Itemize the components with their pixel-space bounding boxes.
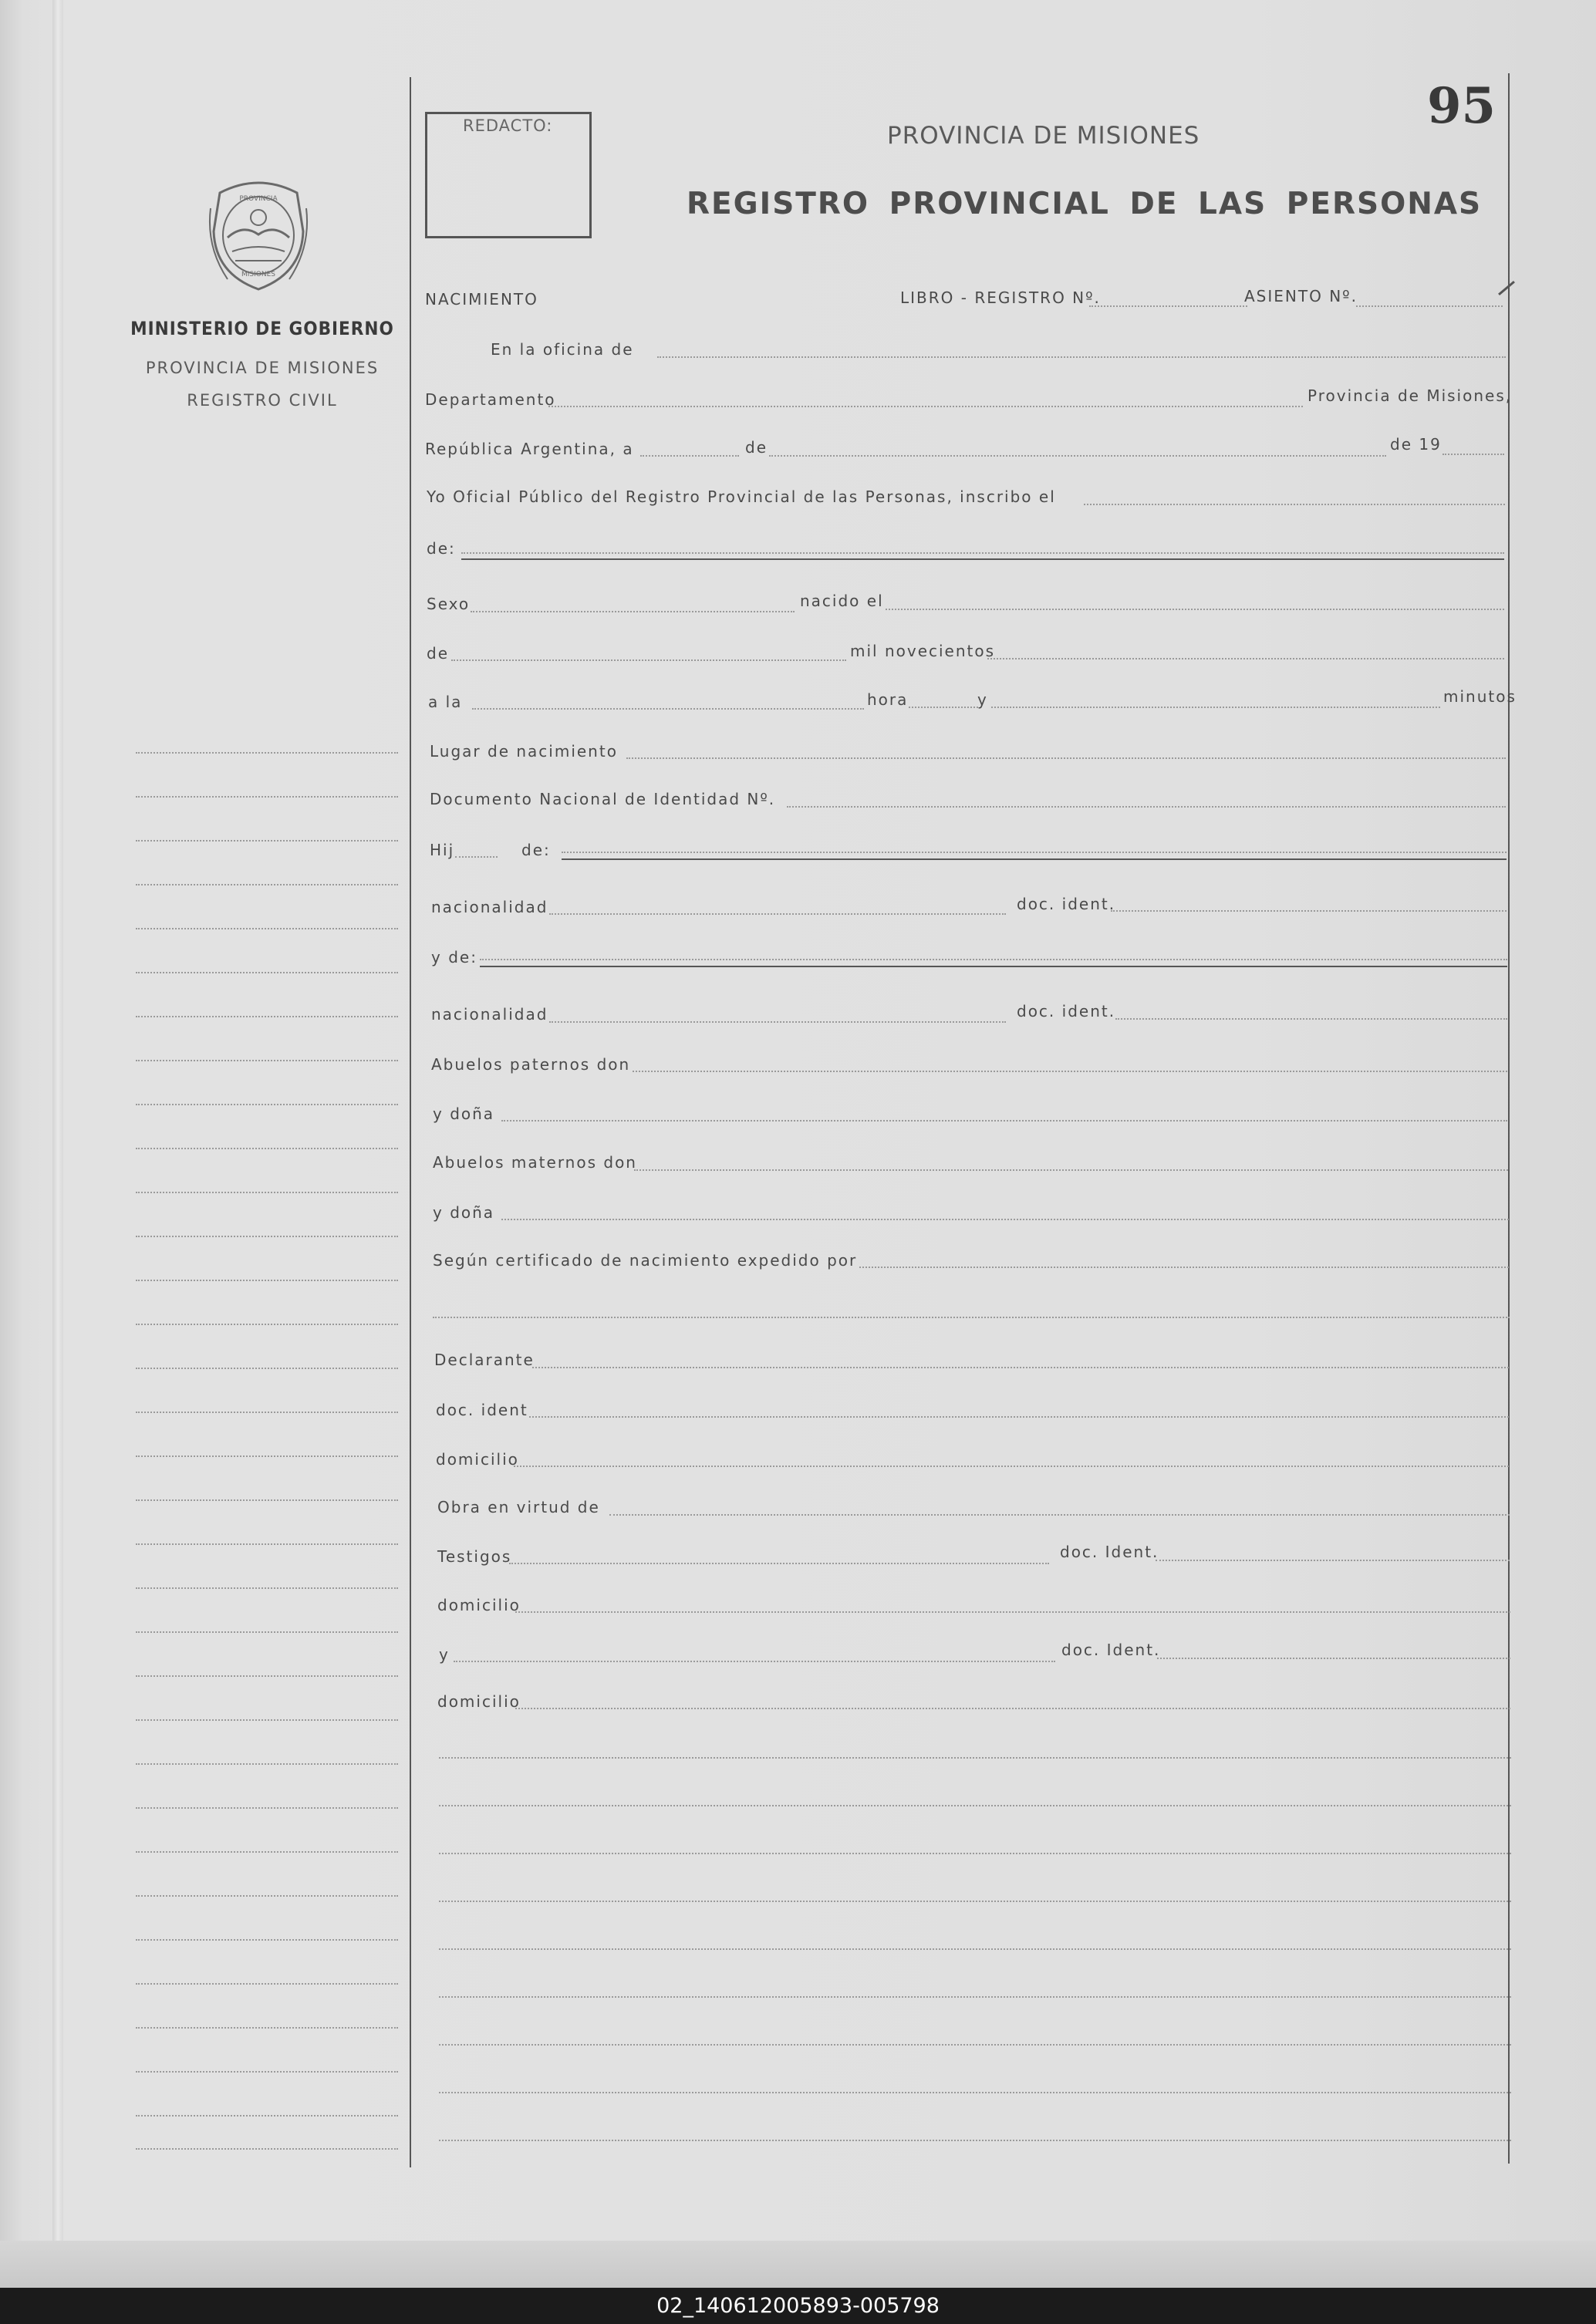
year-field[interactable]	[1442, 454, 1504, 455]
parent1-underline	[562, 858, 1507, 860]
libro-registro-field[interactable]	[1089, 305, 1247, 307]
sidebar-office: REGISTRO CIVIL	[187, 391, 338, 410]
domicilio-3-label: domicilio	[437, 1692, 521, 1711]
doc-ident-2-field[interactable]	[1115, 1018, 1507, 1020]
y-dona-1-label: y doña	[433, 1105, 495, 1123]
abuela-materna-field[interactable]	[501, 1219, 1509, 1220]
form-blank-line[interactable]	[439, 1996, 1511, 1998]
doc-ident-1-label: doc. ident.	[1017, 895, 1116, 913]
nacido-el-field[interactable]	[886, 609, 1504, 610]
de-19-label: de 19	[1390, 435, 1442, 454]
abuelos-maternos-field[interactable]	[634, 1169, 1508, 1171]
margin-line[interactable]	[136, 840, 398, 842]
doc-ident-5-field[interactable]	[1157, 1658, 1510, 1659]
margin-line[interactable]	[136, 2027, 398, 2029]
de-name-label: de:	[427, 539, 456, 558]
departamento-label: Departamento	[425, 390, 556, 409]
republica-label: República Argentina, a	[425, 440, 634, 458]
birth-month-field[interactable]	[451, 659, 846, 661]
form-blank-line[interactable]	[439, 1901, 1511, 1902]
declarante-label: Declarante	[434, 1351, 535, 1369]
form-blank-line[interactable]	[439, 2044, 1511, 2046]
domicilio-1-field[interactable]	[514, 1466, 1509, 1467]
declarante-field[interactable]	[532, 1367, 1509, 1368]
documento-field[interactable]	[787, 806, 1506, 808]
oficina-label: En la oficina de	[491, 340, 634, 359]
margin-line[interactable]	[136, 1763, 398, 1765]
margin-line[interactable]	[136, 1807, 398, 1809]
margin-line[interactable]	[136, 2115, 398, 2117]
margin-line[interactable]	[136, 1983, 398, 1985]
margin-line[interactable]	[136, 1148, 398, 1149]
doc-ident-2-label: doc. ident.	[1017, 1002, 1116, 1020]
redacto-label: REDACTO:	[463, 116, 553, 135]
margin-line[interactable]	[136, 972, 398, 973]
margin-line[interactable]	[136, 2148, 398, 2150]
margin-line[interactable]	[136, 1543, 398, 1545]
nacionalidad-2-label: nacionalidad	[431, 1005, 548, 1024]
margin-line[interactable]	[136, 1851, 398, 1853]
nacionalidad-1-label: nacionalidad	[431, 898, 548, 916]
registry-title: REGISTRO PROVINCIAL DE LAS PERSONAS	[687, 187, 1483, 221]
margin-line[interactable]	[136, 1280, 398, 1281]
margin-line[interactable]	[136, 1016, 398, 1017]
segun-certificado-label: Según certificado de nacimiento expedido por	[433, 1251, 858, 1270]
domicilio-3-field[interactable]	[515, 1708, 1510, 1709]
parent2-underline	[480, 966, 1507, 967]
domicilio-1-label: domicilio	[436, 1450, 519, 1469]
hij-label: Hij	[430, 841, 455, 859]
doc-ident-3-field[interactable]	[529, 1416, 1509, 1418]
province-seal-icon	[204, 177, 312, 293]
margin-line[interactable]	[136, 1368, 398, 1369]
abuela-paterna-field[interactable]	[501, 1120, 1507, 1122]
y-dona-2-label: y doña	[433, 1203, 495, 1222]
y-testigo-label: y	[439, 1645, 450, 1664]
margin-line[interactable]	[136, 884, 398, 885]
asiento-label: ASIENTO Nº.	[1244, 287, 1358, 305]
sidebar-province: PROVINCIA DE MISIONES	[145, 359, 380, 377]
form-blank-line[interactable]	[439, 1757, 1511, 1759]
domicilio-2-label: domicilio	[437, 1596, 521, 1614]
de-parent-label: de:	[521, 841, 551, 859]
form-blank-line[interactable]	[439, 2092, 1511, 2093]
hora-gap	[909, 707, 978, 708]
doc-ident-3-label: doc. ident	[436, 1401, 528, 1419]
a-la-label: a la	[428, 693, 463, 711]
form-blank-line[interactable]	[439, 1805, 1511, 1806]
minutos-label: minutos	[1443, 687, 1517, 706]
hour-field[interactable]	[472, 708, 864, 710]
margin-line[interactable]	[136, 928, 398, 929]
scan-id-label: 02_140612005893-005798	[656, 2294, 940, 2318]
yo-oficial-label: Yo Oficial Público del Registro Provincial de las Personas, inscribo el	[427, 487, 1056, 506]
departamento-field[interactable]	[548, 406, 1303, 407]
margin-line[interactable]	[136, 1631, 398, 1633]
oficina-field[interactable]	[657, 356, 1506, 358]
left-margin-rule	[410, 77, 411, 2167]
margin-line[interactable]	[136, 1939, 398, 1941]
seal-top-text: PROVINCIA	[239, 195, 278, 203]
day-field[interactable]	[640, 455, 739, 457]
provincia-misiones-label: Provincia de Misiones,	[1308, 386, 1513, 405]
nacionalidad-2-field[interactable]	[549, 1021, 1006, 1023]
form-blank-line[interactable]	[439, 1853, 1511, 1854]
margin-line[interactable]	[136, 1719, 398, 1721]
testigo-2-field[interactable]	[454, 1661, 1055, 1662]
abuelos-paternos-field[interactable]	[633, 1071, 1507, 1072]
y-de-label: y de:	[431, 948, 477, 966]
obra-virtud-label: Obra en virtud de	[437, 1498, 600, 1516]
de-month-label: de	[745, 438, 768, 457]
minutes-field[interactable]	[991, 707, 1440, 708]
lugar-nacimiento-label: Lugar de nacimiento	[430, 742, 618, 761]
doc-ident-5-label: doc. Ident.	[1061, 1641, 1161, 1659]
doc-ident-4-label: doc. Ident.	[1060, 1543, 1159, 1561]
testigos-label: Testigos	[437, 1547, 512, 1566]
margin-line[interactable]	[136, 1324, 398, 1325]
nacimiento-label: NACIMIENTO	[425, 290, 538, 309]
parent1-field[interactable]	[562, 852, 1507, 853]
doc-ident-1-field[interactable]	[1111, 910, 1507, 912]
mil-novecientos-label: mil novecientos	[850, 642, 996, 660]
abuelos-paternos-label: Abuelos paternos don	[431, 1055, 631, 1074]
margin-line[interactable]	[136, 1104, 398, 1105]
ministry-name: MINISTERIO DE GOBIERNO	[130, 318, 394, 339]
nacionalidad-1-field[interactable]	[549, 913, 1006, 915]
certificado-field-2[interactable]	[433, 1317, 1510, 1318]
inscribo-field[interactable]	[1084, 504, 1505, 505]
libro-registro-label: LIBRO - REGISTRO Nº.	[900, 288, 1101, 307]
sexo-field[interactable]	[471, 611, 795, 612]
margin-line[interactable]	[136, 1192, 398, 1193]
seal-bottom-text: MISIONES	[241, 271, 276, 278]
parent2-field[interactable]	[480, 959, 1507, 960]
margin-line[interactable]	[136, 796, 398, 798]
asiento-field[interactable]	[1356, 305, 1503, 307]
name-field[interactable]	[461, 552, 1504, 554]
y-minutes-label: y	[977, 690, 988, 709]
testigo-1-field[interactable]	[509, 1563, 1049, 1564]
form-blank-line[interactable]	[439, 2140, 1511, 2141]
hora-label: hora	[867, 690, 909, 709]
margin-line[interactable]	[136, 1499, 398, 1501]
margin-line[interactable]	[136, 1060, 398, 1061]
certificado-field[interactable]	[859, 1267, 1509, 1268]
margin-line[interactable]	[136, 2071, 398, 2073]
ink-mark	[1498, 281, 1515, 295]
margin-line[interactable]	[136, 1455, 398, 1457]
domicilio-2-field[interactable]	[515, 1611, 1510, 1613]
de-mes-label: de	[427, 644, 449, 663]
margin-line[interactable]	[136, 1895, 398, 1897]
lugar-nacimiento-field[interactable]	[626, 757, 1506, 759]
margin-line[interactable]	[136, 752, 398, 754]
margin-line[interactable]	[136, 1412, 398, 1413]
header-province: PROVINCIA DE MISIONES	[887, 122, 1200, 150]
sexo-label: Sexo	[427, 595, 471, 613]
margin-line[interactable]	[136, 1587, 398, 1589]
obra-virtud-field[interactable]	[609, 1514, 1510, 1516]
birth-year-field[interactable]	[987, 658, 1504, 659]
nacido-el-label: nacido el	[800, 592, 884, 610]
page-number: 95	[1427, 77, 1496, 135]
page-fold	[52, 0, 63, 2288]
name-underline	[461, 558, 1504, 560]
month-field[interactable]	[769, 455, 1386, 457]
page-bottom-edge	[0, 2241, 1596, 2288]
abuelos-maternos-label: Abuelos maternos don	[433, 1153, 637, 1172]
form-blank-line[interactable]	[439, 1948, 1511, 1950]
margin-line[interactable]	[136, 1236, 398, 1237]
hij-suffix-field[interactable]	[455, 856, 498, 858]
doc-ident-4-field[interactable]	[1156, 1560, 1510, 1561]
margin-line[interactable]	[136, 1675, 398, 1677]
documento-label: Documento Nacional de Identidad Nº.	[430, 790, 776, 808]
